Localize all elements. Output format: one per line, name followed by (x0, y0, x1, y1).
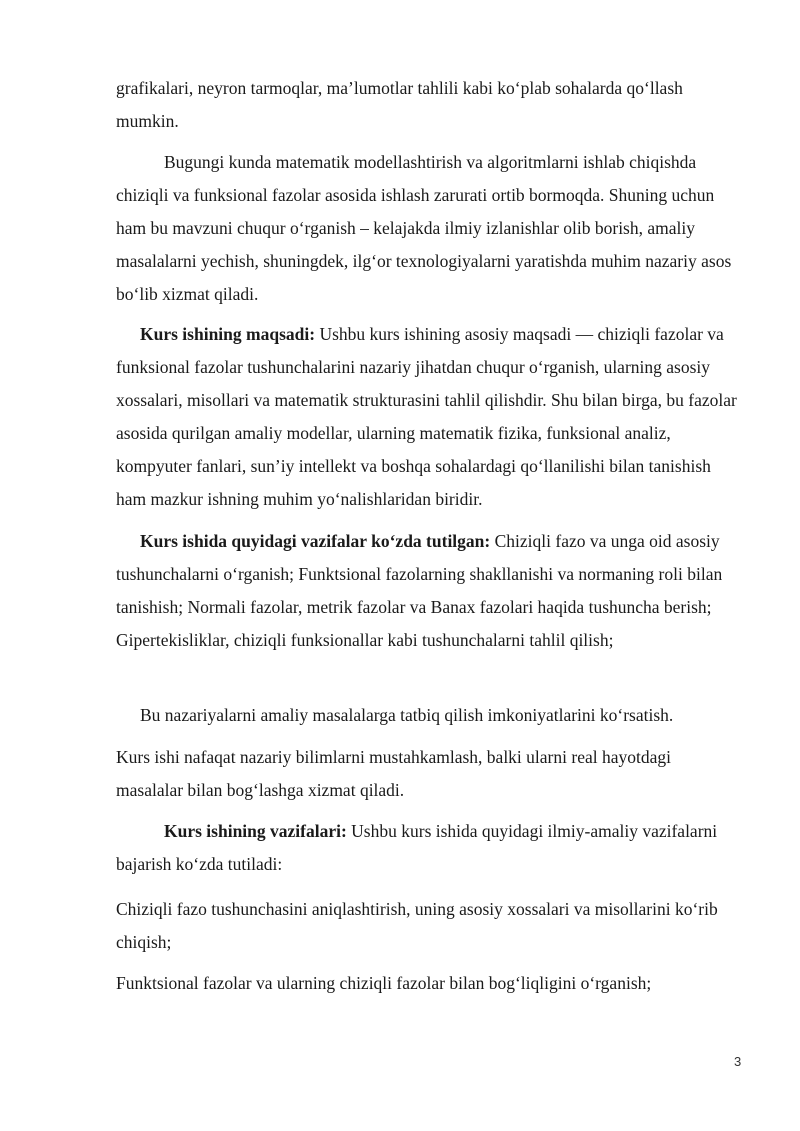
paragraph-goal (116, 318, 740, 516)
paragraph-text: Bu nazariyalarni amaliy masalalarga tatbiq qilish imkoniyatlarini ko‘rsatish. (140, 705, 674, 725)
paragraph-purpose (116, 741, 740, 807)
paragraph-text: Ushbu kurs ishining asosiy maqsadi — chiziqli fazolar va funksional fazolar tushunchalarini nazariy jihatdan chuqur o‘rganish, ularning asosiy xossalari, misollari va matematik strukturasini tahlil qilishdir. Shu bilan birga, bu fazolar asosida qurilgan amaliy modellar, ularning matematik fizika, funksional analiz, kompyuter fanlari, sun’iy intellekt va boshqa sohalardagi qo‘llanilishi bilan tanishish ham mazkur ishning muhim yo‘nalishlaridan biridir. (116, 324, 737, 509)
paragraph-text: Bugungi kunda matematik modellashtirish va algoritmlarni ishlab chiqishda chiziqli va funksional fazolar asosida ishlash zarurati ortib bormoqda. Shuning uchun ham bu mavzuni chuqur o‘rganish – kelajakda ilmiy izlanishlar olib borish, amaliy masalalarni yechish, shuningdek, ilg‘or texnologiyalarni yaratishda muhim nazariy asos bo‘lib xizmat qiladi. (116, 152, 732, 304)
paragraph-text: grafikalari, neyron tarmoqlar, ma’lumotlar tahlili kabi ko‘plab sohalarda qo‘llash mumkin. (116, 78, 683, 131)
paragraph-objective-2 (116, 967, 740, 1000)
paragraph-text: Funktsional fazolar va ularning chiziqli fazolar bilan bog‘liqligini o‘rganish; (116, 973, 652, 993)
paragraph-objective-1 (116, 893, 740, 959)
paragraph-text: Ushbu kurs ishida quyidagi ilmiy-amaliy vazifalarni bajarish ko‘zda tutiladi: (116, 821, 718, 874)
tasks-heading: Kurs ishida quyidagi vazifalar ko‘zda tutilgan: (140, 531, 491, 551)
goal-heading: Kurs ishining maqsadi: (140, 324, 316, 344)
paragraph-application (116, 699, 740, 732)
paragraph-text: Kurs ishi nafaqat nazariy bilimlarni mustahkamlash, balki ularni real hayotdagi masalalar bilan bog‘lashga xizmat qiladi. (116, 747, 671, 800)
paragraph-tasks-intro (116, 525, 740, 657)
objectives-heading: Kurs ishining vazifalari: (164, 821, 347, 841)
paragraph-text: Chiziqli fazo tushunchasini aniqlashtirish, uning asosiy xossalari va misollarini ko‘rib chiqish; (116, 899, 718, 952)
paragraph-objectives (116, 815, 740, 881)
paragraph-relevance (116, 146, 740, 311)
paragraph-text: Chiziqli fazo va unga oid asosiy tushunchalarni o‘rganish; Funktsional fazolarning shakllanishi va normaning roli bilan tanishish; Normali fazolar, metrik fazolar va Banax fazolari haqida tushuncha berish; Gipertekisliklar, chiziqli funksionallar kabi tushunchalarni tahlil qilish; (116, 531, 723, 650)
page-number: 3 (734, 1054, 742, 1069)
paragraph-intro-continuation (116, 72, 740, 138)
